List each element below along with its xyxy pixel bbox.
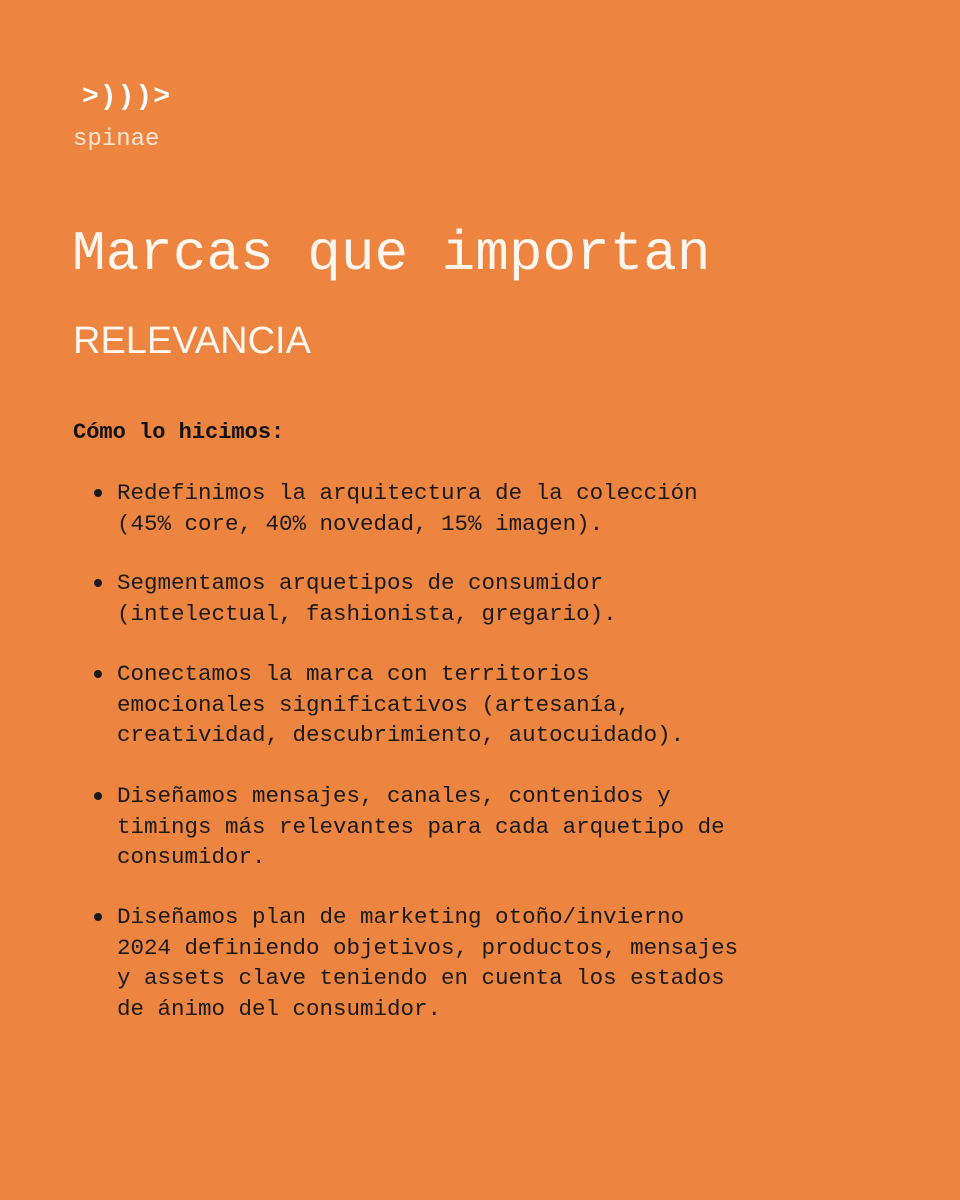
list-item-text: Segmentamos arquetipos de consumidor (intelectual, fashionista, gregario).: [117, 570, 617, 627]
list-item-text: Diseñamos mensajes, canales, contenidos y timings más relevantes para cada arquetipo de consumidor.: [117, 783, 725, 870]
list-item: [94, 568, 814, 629]
list-item: [94, 659, 814, 751]
brand-name: spinae: [73, 126, 160, 153]
list-item: [94, 902, 814, 1024]
page-subtitle: RELEVANCIA: [73, 320, 311, 362]
list-item-text: Diseñamos plan de marketing otoño/invierno 2024 definiendo objetivos, productos, mensajes y assets clave teniendo en cuenta los estados de ánimo del consumidor.: [117, 904, 739, 1022]
list-item-text: Conectamos la marca con territorios emocionales significativos (artesanía, creatividad, descubrimiento, autocuidado).: [117, 661, 685, 748]
list-item-text: Redefinimos la arquitectura de la colección (45% core, 40% novedad, 15% imagen).: [117, 480, 698, 537]
bullet-icon: [94, 913, 102, 921]
section-heading: Cómo lo hicimos:: [73, 420, 285, 445]
bullet-icon: [94, 792, 102, 800]
brand-logo-mark: >)))>: [82, 82, 172, 113]
bullet-icon: [94, 670, 102, 678]
list-item: [94, 781, 814, 873]
list-item: [94, 478, 814, 539]
bullet-icon: [94, 579, 102, 587]
bullet-icon: [94, 489, 102, 497]
page-title: Marcas que importan: [72, 222, 711, 286]
